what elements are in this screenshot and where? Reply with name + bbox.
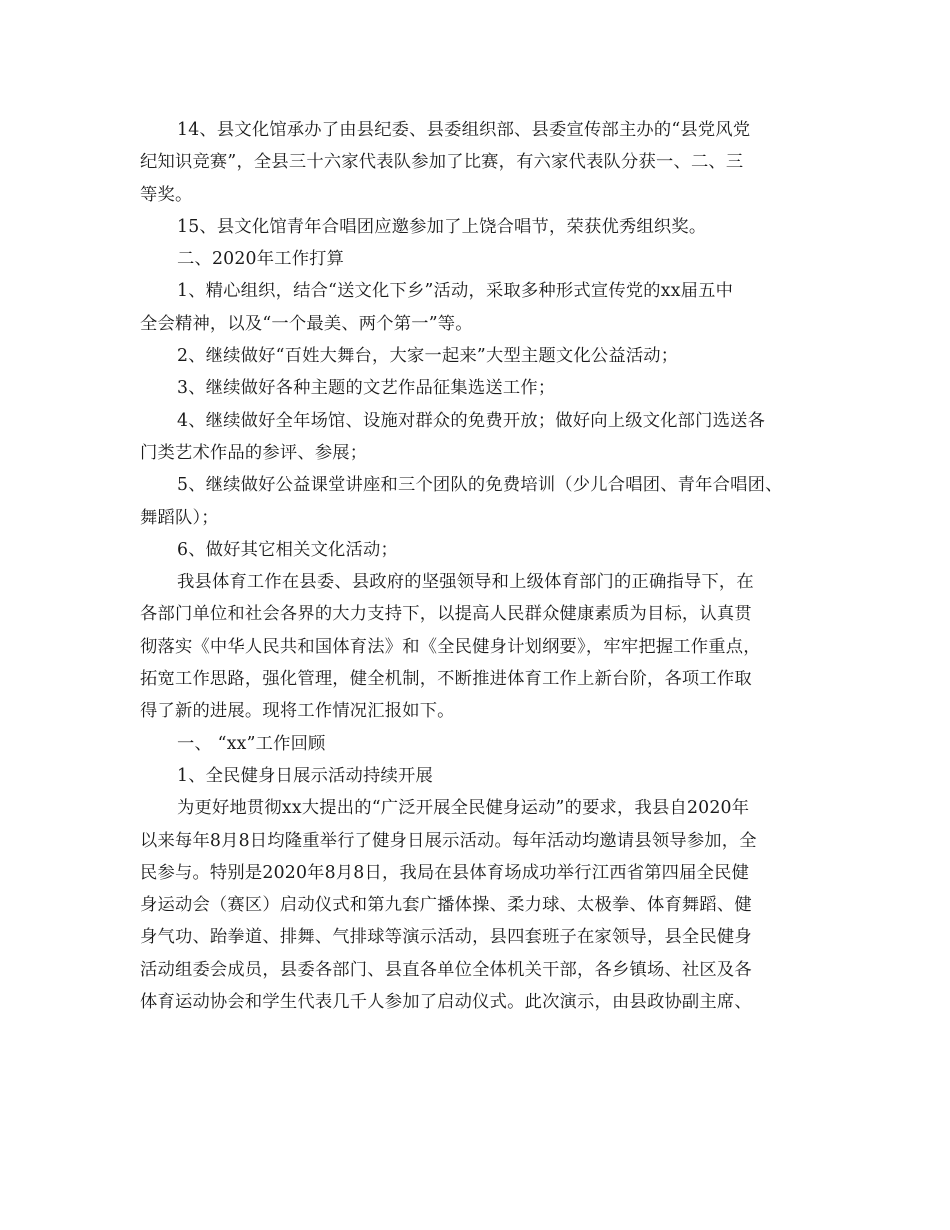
- text-line: 身气功、跆拳道、排舞、气排球等演示活动，县四套班子在家领导，县全民健身: [140, 927, 752, 948]
- text-line: 民参与。特别是2020年8月8日，我局在县体育场成功举行江西省第四届全民健: [140, 862, 750, 883]
- text-line: 一、 “xx”工作回顾: [177, 733, 326, 754]
- text-line: 14、县文化馆承办了由县纪委、县委组织部、县委宣传部主办的“县党风党: [177, 120, 751, 140]
- text-line: 我县体育工作在县委、县政府的坚强领导和上级体育部门的正确指导下，在: [177, 572, 754, 593]
- text-line: 得了新的进展。现将工作情况汇报如下。: [140, 701, 455, 722]
- text-line: 15、县文化馆青年合唱团应邀参加了上饶合唱节，荣获优秀组织奖。: [177, 216, 707, 237]
- text-line: 2、继续做好“百姓大舞台，大家一起来”大型主题文化公益活动；: [177, 346, 679, 367]
- text-line: 等奖。: [140, 184, 193, 205]
- text-line: 6、做好其它相关文化活动；: [177, 539, 398, 560]
- text-line: 各部门单位和社会各界的大力支持下，以提高人民群众健康素质为目标，认真贯: [140, 604, 752, 625]
- text-line: 拓宽工作思路，强化管理，健全机制，不断推进体育工作上新台阶，各项工作取: [140, 669, 752, 690]
- text-line: 身运动会（赛区）启动仪式和第九套广播体操、柔力球、太极拳、体育舞蹈、健: [140, 895, 752, 916]
- text-line: 舞蹈队）；: [140, 507, 219, 528]
- text-line: 纪知识竞赛”，全县三十六家代表队参加了比赛，有六家代表队分获一、二、三: [140, 152, 744, 173]
- text-line: 全会精神，以及“一个最美、两个第一”等。: [140, 313, 473, 334]
- text-line: 1、精心组织，结合“送文化下乡”活动，采取多种形式宣传党的xx届五中: [177, 281, 734, 302]
- text-line: 活动组委会成员，县委各部门、县直各单位全体机关干部，各乡镇场、社区及各: [140, 959, 752, 980]
- text-line: 为更好地贯彻xx大提出的“广泛开展全民健身运动”的要求，我县自2020年: [177, 798, 750, 819]
- text-line: 5、继续做好公益课堂讲座和三个团队的免费培训（少儿合唱团、青年合唱团、: [177, 475, 783, 496]
- text-line: 1、全民健身日展示活动持续开展: [177, 765, 433, 786]
- text-line: 二、2020年工作打算: [177, 249, 345, 270]
- text-line: 4、继续做好全年场馆、设施对群众的免费开放；做好向上级文化部门选送各: [177, 410, 766, 431]
- document-body: [140, 114, 812, 1018]
- text-line: 3、继续做好各种主题的文艺作品征集选送工作；: [177, 378, 556, 399]
- text-line: 彻落实《中华人民共和国体育法》和《全民健身计划纲要》，牢牢把握工作重点，: [140, 636, 761, 657]
- text-line: 门类艺术作品的参评、参展；: [140, 442, 368, 463]
- text-line: 体育运动协会和学生代表几千人参加了启动仪式。此次演示，由县政协副主席、: [140, 992, 752, 1013]
- text-line: 以来每年8月8日均隆重举行了健身日展示活动。每年活动均邀请县领导参加，全: [140, 830, 757, 851]
